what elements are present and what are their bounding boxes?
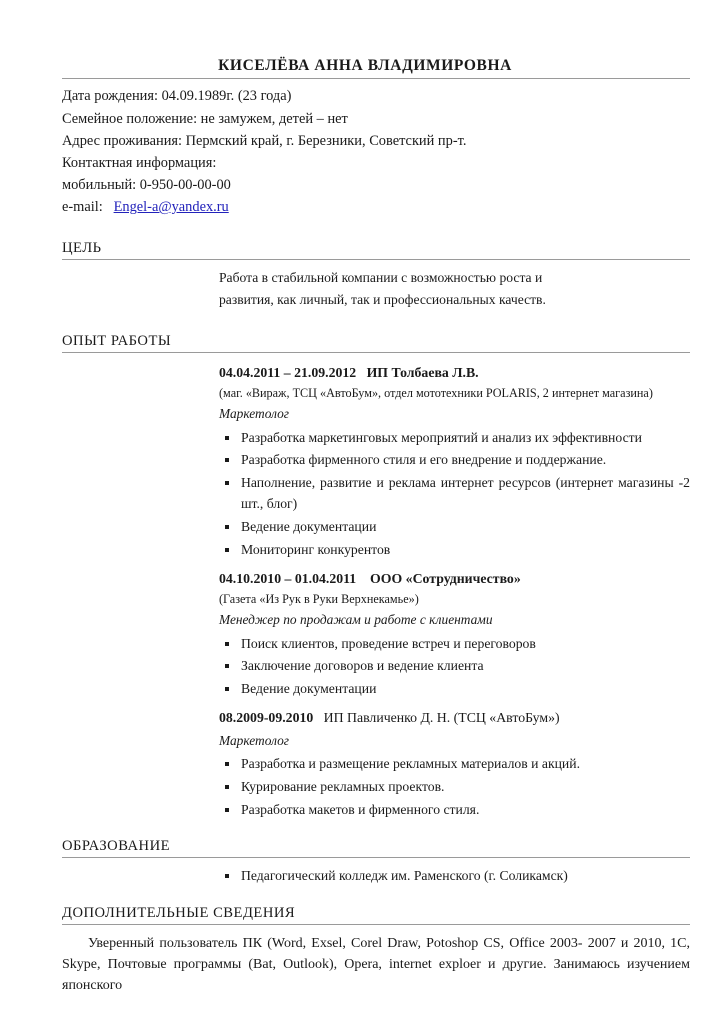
objective-line-1: Работа в стабильной компании с возможностью роста и (219, 270, 543, 286)
job-duties-list (219, 427, 690, 561)
job-header (219, 363, 690, 384)
experience-body (219, 363, 690, 820)
job-role: Маркетолог (219, 406, 290, 422)
marital-status-line: Семейное положение: не замужем, детей – нет (62, 110, 348, 127)
list-item: Педагогический колледж им. Раменского (г. Соликамск) (219, 866, 690, 887)
job-dates: 04.10.2010 – 01.04.2011 (219, 571, 357, 587)
experience-entry (219, 708, 690, 820)
education-list (219, 866, 690, 887)
divider-under-education-heading (62, 857, 690, 858)
list-item: Ведение документации (219, 678, 690, 700)
job-note: (маг. «Вираж, ТСЦ «АвтоБум», отдел мототехники POLARIS, 2 интернет магазина) (219, 386, 653, 401)
additional-info-text (62, 933, 690, 997)
education-body (219, 866, 690, 887)
email-line (62, 196, 690, 218)
section-heading-experience: ОПЫТ РАБОТЫ (62, 333, 172, 350)
job-role: Маркетолог (219, 733, 290, 749)
divider-under-experience-heading (62, 352, 690, 353)
job-duties-list (219, 753, 690, 820)
resume-content (62, 56, 690, 997)
experience-entry (219, 569, 690, 699)
job-note: (Газета «Из Рук в Руки Верхнекамье») (219, 592, 419, 607)
job-company: ИП Толбаева Л.В. (366, 365, 479, 381)
job-header (219, 708, 690, 729)
job-header (219, 569, 690, 590)
job-dates: 08.2009-09.2010 (219, 710, 314, 726)
divider-under-additional-heading (62, 924, 690, 925)
list-item: Ведение документации (219, 516, 690, 538)
personal-info-block (62, 85, 690, 218)
mobile-phone-line: мобильный: 0-950-00-00-00 (62, 177, 231, 194)
job-company: ИП Павличенко Д. Н. (ТСЦ «АвтоБум») (323, 710, 560, 726)
list-item: Разработка и размещение рекламных материалов и акций. (219, 753, 690, 775)
objective-line-2: развития, как личный, так и профессиональных качеств. (219, 292, 546, 308)
section-heading-additional: ДОПОЛНИТЕЛЬНЫЕ СВЕДЕНИЯ (62, 904, 296, 921)
list-item: Разработка фирменного стиля и его внедрение и поддержание. (219, 449, 690, 471)
page-title: КИСЕЛЁВА АННА ВЛАДИМИРОВНА (218, 57, 512, 74)
email-link[interactable]: Engel-a@yandex.ru (113, 199, 229, 216)
divider-under-objective-heading (62, 259, 690, 260)
section-heading-objective: ЦЕЛЬ (62, 240, 102, 257)
job-duties-list (219, 633, 690, 700)
list-item: Мониторинг конкурентов (219, 539, 690, 561)
additional-info-paragraph: Уверенный пользователь ПК (Word, Exsel, Corel Draw, Potoshop CS, Office 2003- 2007 и 2010, 1С, Skype, Почтовые программы (Bat, Outlook), Opera, internet exploer и другие. Занимаюсь изучением японского (62, 935, 690, 994)
job-role: Менеджер по продажам и работе с клиентами (219, 612, 493, 628)
objective-body (219, 267, 690, 311)
list-item: Наполнение, развитие и реклама интернет ресурсов (интернет магазины -2 шт., блог) (219, 472, 690, 515)
list-item: Заключение договоров и ведение клиента (219, 655, 690, 677)
email-label: e-mail: (62, 199, 103, 216)
list-item: Разработка макетов и фирменного стиля. (219, 799, 690, 821)
birth-date-line: Дата рождения: 04.09.1989г. (23 года) (62, 88, 292, 105)
section-heading-education: ОБРАЗОВАНИЕ (62, 838, 171, 855)
list-item: Курирование рекламных проектов. (219, 776, 690, 798)
divider-under-name (62, 78, 690, 79)
experience-entry (219, 363, 690, 560)
address-line: Адрес проживания: Пермский край, г. Березники, Советский пр-т. (62, 132, 467, 149)
objective-text (219, 267, 690, 311)
job-company: ООО «Сотрудничество» (370, 571, 521, 587)
list-item: Поиск клиентов, проведение встреч и переговоров (219, 633, 690, 655)
list-item: Разработка маркетинговых мероприятий и анализ их эффективности (219, 427, 690, 449)
job-dates: 04.04.2011 – 21.09.2012 (219, 365, 357, 381)
contact-info-label: Контактная информация: (62, 154, 217, 171)
